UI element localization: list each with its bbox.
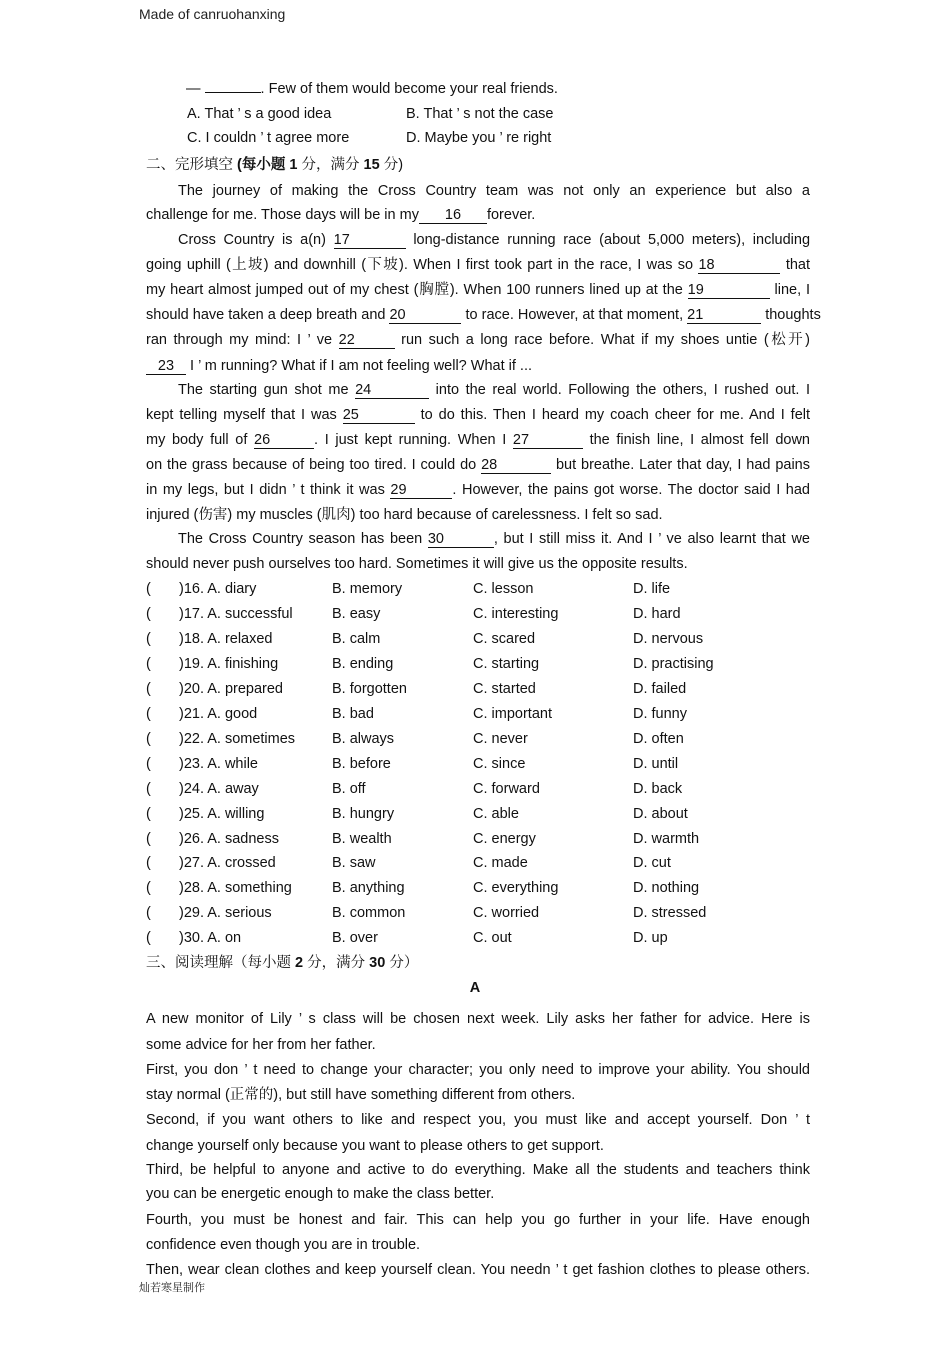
reading-a-p6-line1: Then, wear clean clothes and keep yourself clean. You needn ’ t get fashion clothes to please others. [146,1262,810,1278]
passage-text: into the real world. Following the others, I rushed out. I [435,382,810,398]
passage-text: kept telling myself that I was [146,407,337,423]
answer-paren: ( [146,681,151,697]
blank-28: 28 [481,457,551,474]
option-c: C. worried [473,905,540,921]
passage-text: ran through my mind: I ’ ve [146,332,333,348]
reading-a-p4-line1: Third, be helpful to anyone and active to do everything. Make all the students and teachers think [146,1162,810,1178]
q15-lead: — [186,81,205,97]
cloze-question-row [146,878,810,898]
option-c: C. out [473,930,512,946]
option-b: B. ending [332,656,394,672]
reading-a-p1-line1: A new monitor of Lily ’ s class will be chosen next week. Lily asks her father for advice. Here is [146,1011,810,1027]
option-a: )27. A. crossed [179,855,276,871]
cloze-question-row [146,754,810,774]
blank-20: 20 [389,307,461,324]
passage-line-14: injured (伤害) my muscles (肌肉) too hard because of carelessness. I felt so sad. [146,507,663,523]
q15-blank [205,92,261,93]
option-d: D. nervous [633,631,704,647]
answer-paren: ( [146,631,151,647]
cloze-question-row [146,804,810,824]
option-c: C. starting [473,656,540,672]
option-b: B. anything [332,880,405,896]
section-3-score-each: 2 [295,955,304,971]
cloze-question-row [146,679,810,699]
passage-text: my body full of [146,432,248,448]
option-a: )23. A. while [179,756,258,772]
passage-line-13 [146,480,810,500]
cloze-question-row [146,903,810,923]
reading-a-p5-line1: Fourth, you must be honest and fair. This can help you go further in your life. Have enough [146,1212,810,1228]
reading-a-p1-line2: some advice for her from her father. [146,1037,376,1053]
cloze-question-row [146,729,810,749]
blank-22: 22 [339,332,395,349]
option-d: D. about [633,806,688,822]
cloze-question-row [146,829,810,849]
option-c: C. scared [473,631,536,647]
passage-line-10 [146,405,810,425]
q15-tail: . Few of them would become your real friends. [260,81,558,97]
section-3-score-end: 分） [389,955,419,971]
passage-text: line, I [774,282,810,298]
q15-option-b: B. That ’ s not the case [406,106,554,122]
section-2-score-each: 1 [289,157,298,173]
option-c: C. started [473,681,536,697]
blank-29: 29 [390,482,452,499]
blank-16: 16 [419,207,487,224]
cloze-question-row [146,928,810,948]
passage-text: The starting gun shot me [178,382,349,398]
blank-23: 23 [146,358,186,375]
cloze-question-row [146,853,810,873]
option-c: C. everything [473,880,559,896]
answer-paren: ( [146,606,151,622]
option-a: )22. A. sometimes [179,731,296,747]
option-b: B. easy [332,606,381,622]
passage-text: should have taken a deep breath and [146,307,386,323]
option-a: )25. A. willing [179,806,265,822]
option-a: )26. A. sadness [179,831,279,847]
passage-text: forever. [486,207,536,223]
passage-text: to race. However, at that moment, [465,307,684,323]
passage-line-2 [146,205,810,225]
option-c: C. forward [473,781,540,797]
option-d: D. nothing [633,880,700,896]
reading-a-p3-line1: Second, if you want others to like and respect you, you must like and accept yourself. Don ’ t [146,1112,810,1128]
option-b: B. bad [332,706,374,722]
section-3-score-total: 30 [369,955,386,971]
option-d: D. warmth [633,831,700,847]
page-header: Made of canruohanxing [139,6,286,22]
option-a: )21. A. good [179,706,258,722]
passage-line-4 [146,255,810,275]
section-2-score-mid: 分，满分 [301,157,360,173]
option-d: D. hard [633,606,681,622]
reading-a-p2-line2: stay normal (正常的), but still have something different from others. [146,1087,576,1103]
option-d: D. back [633,781,683,797]
answer-paren: ( [146,930,151,946]
option-c: C. energy [473,831,536,847]
reading-a-p5-line2: confidence even though you are in trouble. [146,1237,421,1253]
cloze-question-row [146,779,810,799]
q15-stem [186,81,558,97]
answer-paren: ( [146,806,151,822]
option-c: C. since [473,756,526,772]
option-b: B. saw [332,855,376,871]
passage-text: Cross Country is a(n) [178,232,326,248]
passage-line-11 [146,430,810,450]
answer-paren: ( [146,731,151,747]
answer-paren: ( [146,756,151,772]
option-d: D. funny [633,706,687,722]
reading-a-p4-line2: you can be energetic enough to make the class better. [146,1186,495,1202]
option-d: D. until [633,756,679,772]
option-d: D. life [633,581,671,597]
q15-option-c: C. I couldn ’ t agree more [187,130,350,146]
answer-paren: ( [146,855,151,871]
blank-21: 21 [687,307,761,324]
q15-option-d: D. Maybe you ’ re right [406,130,552,146]
option-a: )29. A. serious [179,905,272,921]
option-b: B. calm [332,631,381,647]
passage-text: run such a long race before. What if my shoes untie (松开) [401,332,811,348]
passage-line-1: The journey of making the Cross Country team was not only an experience but also a [178,183,810,199]
blank-25: 25 [343,407,415,424]
answer-paren: ( [146,831,151,847]
option-a: )24. A. away [179,781,259,797]
option-d: D. stressed [633,905,707,921]
cloze-question-row [146,704,810,724]
option-b: B. hungry [332,806,395,822]
answer-paren: ( [146,706,151,722]
blank-30: 30 [428,531,494,548]
option-b: B. memory [332,581,403,597]
cloze-question-row [146,604,810,624]
passage-line-16: should never push ourselves too hard. Sometimes it will give us the opposite results. [146,556,688,572]
passage-line-15 [146,529,810,549]
option-c: C. lesson [473,581,534,597]
option-a: )19. A. finishing [179,656,279,672]
reading-a-p3-line2: change yourself only because you want to please others to get support. [146,1138,604,1154]
section-3-name: 三、阅读理解（每小题 [146,955,291,971]
option-b: B. off [332,781,366,797]
passage-text: to do this. Then I heard my coach cheer for me. And I felt [420,407,811,423]
passage-line-8 [146,356,810,376]
answer-paren: ( [146,656,151,672]
passage-text: on the grass because of being too tired. I could do [146,457,477,473]
passage-line-9 [146,380,810,400]
blank-26: 26 [254,432,314,449]
option-b: B. wealth [332,831,392,847]
section-3-title [146,951,418,972]
blank-19: 19 [688,282,770,299]
section-2-title [146,153,403,174]
answer-paren: ( [146,781,151,797]
passage-text: thoughts [765,307,821,323]
answer-paren: ( [146,905,151,921]
cloze-question-row [146,579,810,599]
reading-a-p2-line1: First, you don ’ t need to change your character; you only need to improve your ability. You should [146,1062,810,1078]
answer-paren: ( [146,581,151,597]
option-c: C. never [473,731,528,747]
option-b: B. over [332,930,378,946]
option-c: C. able [473,806,519,822]
passage-text: the finish line, I almost fell down [589,432,810,448]
option-d: D. often [633,731,684,747]
option-a: )17. A. successful [179,606,293,622]
option-a: )28. A. something [179,880,292,896]
passage-text: long-distance running race (about 5,000 meters), including [413,232,811,248]
passage-line-5 [146,280,810,300]
section-2-name: 二、完形填空 [146,157,233,173]
option-a: )18. A. relaxed [179,631,273,647]
option-b: B. before [332,756,391,772]
blank-27: 27 [513,432,583,449]
option-c: C. made [473,855,528,871]
passage-text: The Cross Country season has been [178,531,423,547]
reading-a-heading: A [469,980,481,996]
option-a: )16. A. diary [179,581,257,597]
passage-text: , but I still miss it. And I ’ ve also learnt that we [493,531,810,547]
blank-17: 17 [334,232,406,249]
section-3-score-mid: 分，满分 [307,955,366,971]
cloze-question-row [146,654,810,674]
option-a: )30. A. on [179,930,242,946]
option-a: )20. A. prepared [179,681,283,697]
section-2-score-total: 15 [363,157,380,173]
blank-24: 24 [355,382,429,399]
passage-text: I ’ m running? What if I am not feeling well? What if ... [190,358,532,374]
passage-text: going uphill (上坡) and downhill (下坡). When I first took part in the race, I was so [146,257,694,273]
option-d: D. cut [633,855,671,871]
cloze-question-row [146,629,810,649]
option-b: B. common [332,905,406,921]
passage-text: in my legs, but I didn ’ t think it was [146,482,385,498]
q15-option-a: A. That ’ s a good idea [187,106,332,122]
passage-text: my heart almost jumped out of my chest (胸膛). When 100 runners lined up at the [146,282,683,298]
passage-text: . I just kept running. When I [314,432,507,448]
option-d: D. failed [633,681,687,697]
section-2-score-pre: (每小题 [237,157,286,173]
passage-text: that [785,257,811,273]
passage-line-3 [146,230,810,250]
option-b: B. forgotten [332,681,407,697]
passage-text: . However, the pains got worse. The doctor said I had [452,482,810,498]
answer-paren: ( [146,880,151,896]
option-d: D. up [633,930,668,946]
passage-text: challenge for me. Those days will be in my [146,207,419,223]
passage-line-12 [146,455,810,475]
option-c: C. important [473,706,552,722]
section-2-score-end: 分) [383,157,404,173]
page-footer: 灿若寒星制作 [139,1282,205,1294]
passage-line-6 [146,305,821,325]
option-b: B. always [332,731,395,747]
passage-text: but breathe. Later that day, I had pains [555,457,810,473]
blank-18: 18 [698,257,780,274]
option-d: D. practising [633,656,714,672]
option-c: C. interesting [473,606,559,622]
passage-line-7 [146,330,810,350]
